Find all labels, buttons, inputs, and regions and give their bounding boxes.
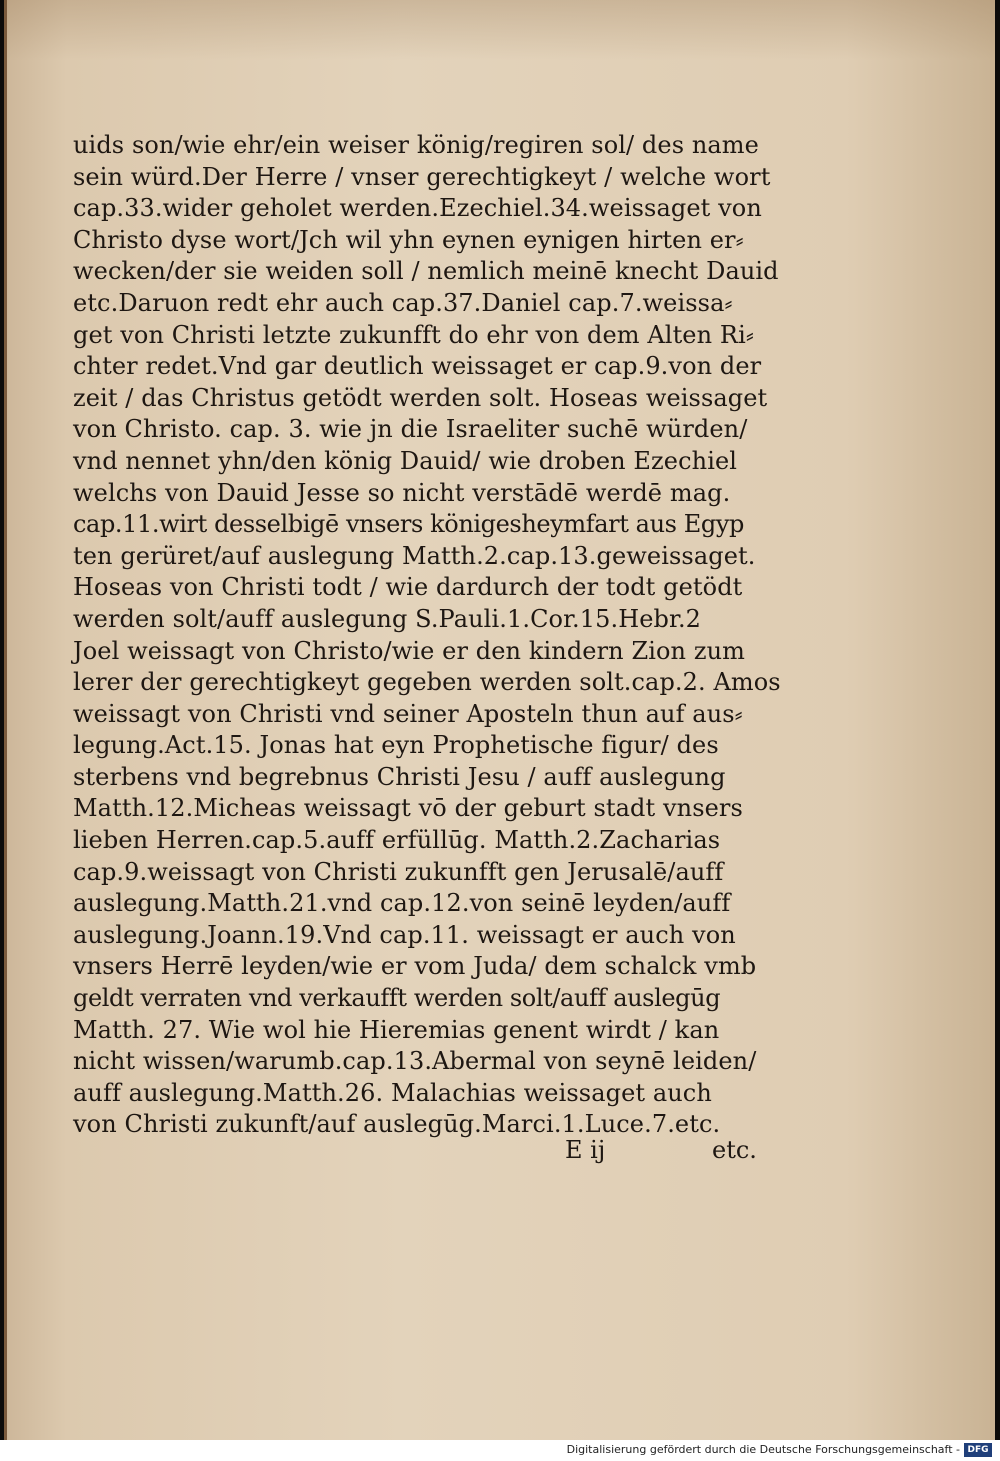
- text-line: chter redet.Vnd gar deutlich weissaget er cap.9.von der: [73, 352, 762, 381]
- text-line: weissagt von Christi vnd seiner Aposteln thun auf aus⸗: [73, 699, 743, 728]
- text-line: Christo dyse wort/Jch wil yhn eynen eynigen hirten er⸗: [73, 225, 744, 254]
- text-line: Matth. 27. Wie wol hie Hieremias genent wirdt / kan: [73, 1015, 720, 1044]
- text-line: cap.33.wider geholet werden.Ezechiel.34.weissaget von: [73, 194, 762, 223]
- text-line: von Christi zukunft/auf auslegūg.Marci.1.Luce.7.etc.: [73, 1110, 721, 1139]
- page-text: [73, 130, 781, 1141]
- text-line: Joel weissagt von Christo/wie er den kindern Zion zum: [73, 636, 745, 665]
- dfg-logo-icon: DFG: [964, 1443, 992, 1457]
- text-line: auslegung.Matth.21.vnd cap.12.von seinē leyden/auff: [73, 889, 731, 918]
- page-shading: [7, 0, 995, 60]
- text-line: ten gerüret/auf auslegung Matth.2.cap.13.geweissaget.: [73, 541, 756, 570]
- book-page: [4, 0, 995, 1440]
- text-line: lieben Herren.cap.5.auff erfüllūg. Matth.2.Zacharias: [73, 826, 721, 855]
- text-line: geldt verraten vnd verkaufft werden solt/auff auslegūg: [73, 984, 721, 1013]
- text-line: wecken/der sie weiden soll / nemlich meinē knecht Dauid: [73, 257, 779, 286]
- text-line: etc.Daruon redt ehr auch cap.37.Daniel cap.7.weissa⸗: [73, 288, 733, 317]
- text-line: lerer der gerechtigkeyt gegeben werden solt.cap.2. Amos: [73, 668, 781, 697]
- text-line: vnsers Herrē leyden/wie er vom Juda/ dem schalck vmb: [73, 952, 757, 981]
- text-line: von Christo. cap. 3. wie jn die Israeliter suchē würden/: [73, 415, 748, 444]
- text-line: vnd nennet yhn/den könig Dauid/ wie droben Ezechiel: [73, 446, 738, 475]
- text-line: uids son/wie ehr/ein weiser könig/regiren sol/ des name: [73, 131, 759, 159]
- text-line: zeit / das Christus getödt werden solt. Hoseas weissaget: [73, 383, 768, 412]
- footer-credit: Digitalisierung gefördert durch die Deutsche Forschungsgemeinschaft -: [566, 1443, 960, 1456]
- text-line: sterbens vnd begrebnus Christi Jesu / auff auslegung: [73, 762, 726, 791]
- text-line: welchs von Dauid Jesse so nicht verstādē werdē mag.: [73, 478, 731, 507]
- text-line: cap.9.weissagt von Christi zukunfft gen Jerusalē/auff: [73, 857, 724, 886]
- text-line: sein würd.Der Herre / vnser gerechtigkeyt / welche wort: [73, 162, 771, 191]
- text-line: get von Christi letzte zukunfft do ehr von dem Alten Ri⸗: [73, 320, 754, 349]
- text-line: cap.11.wirt desselbigē vnsers königesheymfart aus Egyp: [73, 510, 744, 539]
- text-line: auff auslegung.Matth.26. Malachias weissaget auch: [73, 1078, 712, 1107]
- text-line: werden solt/auff auslegung S.Pauli.1.Cor.15.Hebr.2: [73, 604, 702, 633]
- text-line: nicht wissen/warumb.cap.13.Abermal von seynē leiden/: [73, 1047, 757, 1076]
- text-line: legung.Act.15. Jonas hat eyn Prophetische figur/ des: [73, 731, 719, 760]
- footer-bar: [0, 1440, 1000, 1461]
- page-catchline: [7, 1136, 767, 1176]
- text-line: Matth.12.Micheas weissagt vō der geburt stadt vnsers: [73, 794, 743, 823]
- text-line: Hoseas von Christi todt / wie dardurch der todt getödt: [73, 573, 743, 602]
- signature-mark: E ij: [565, 1136, 606, 1164]
- text-line: auslegung.Joann.19.Vnd cap.11. weissagt er auch von: [73, 920, 736, 949]
- catchword: etc.: [712, 1136, 757, 1164]
